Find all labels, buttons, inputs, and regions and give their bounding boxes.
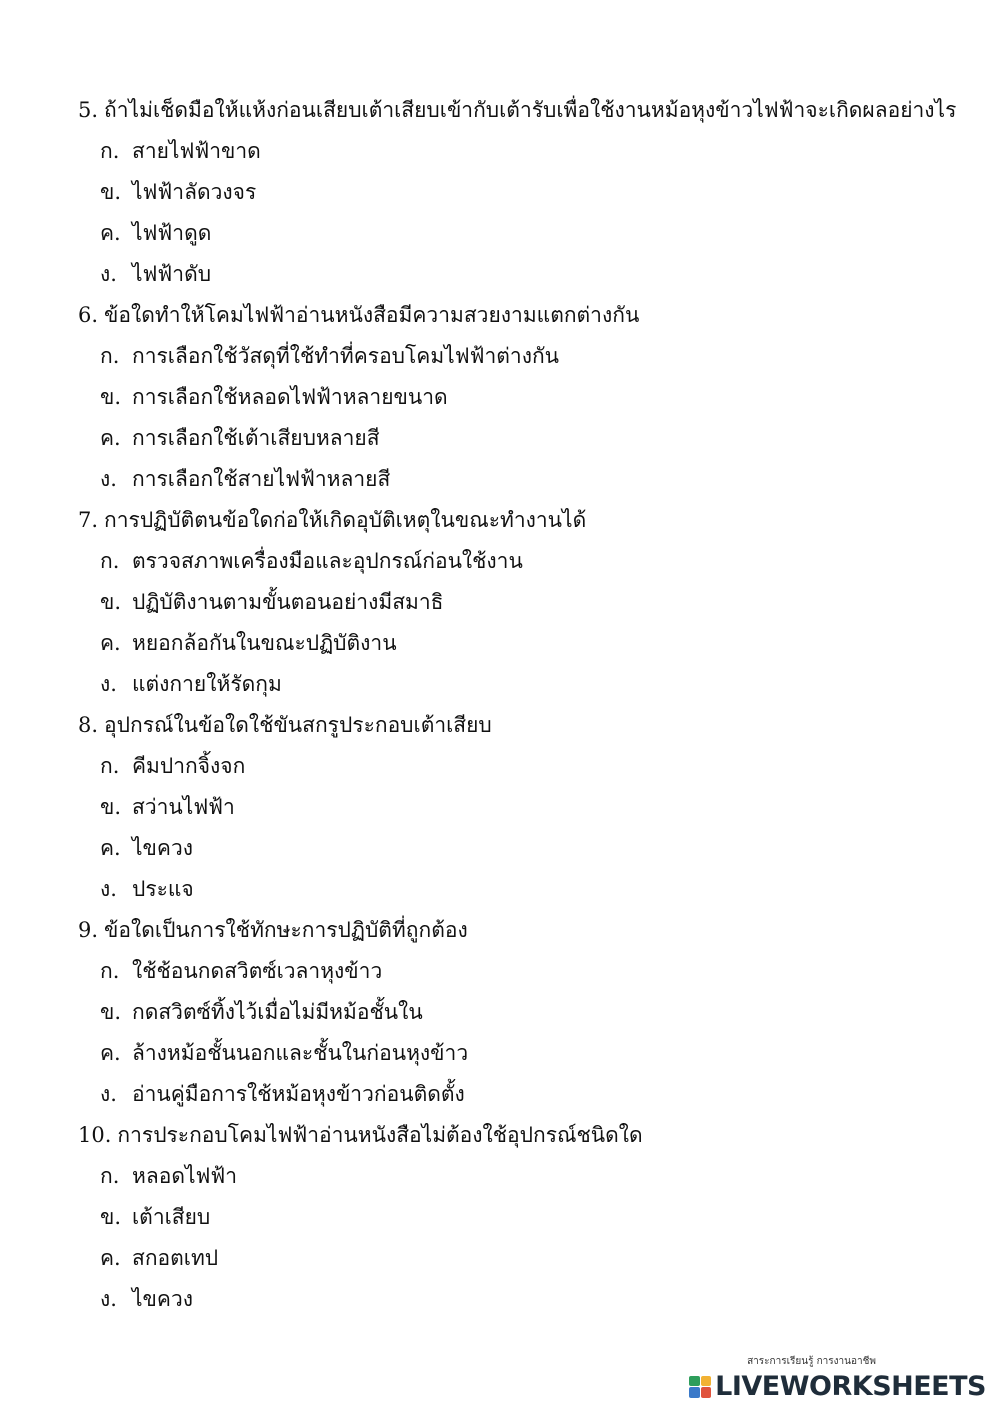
- option-text: อ่านคู่มือการใช้หม้อหุงข้าวก่อนติดตั้ง: [132, 1082, 465, 1106]
- option-text: หลอดไฟฟ้า: [132, 1164, 238, 1188]
- logo-square-1: [689, 1376, 700, 1387]
- option-text: กดสวิตซ์ทิ้งไว้เมื่อไม่มีหม้อชั้นใน: [132, 1000, 423, 1024]
- answer-option: [0, 541, 1000, 582]
- liveworksheets-brand: [689, 1371, 986, 1402]
- answer-option: [0, 1279, 1000, 1320]
- brand-name: LIVEWORKSHEETS: [715, 1371, 986, 1402]
- option-text: ไฟฟ้าดูด: [132, 221, 212, 245]
- worksheet: [0, 90, 1000, 1320]
- question-number: 8.: [78, 713, 99, 737]
- option-text: หยอกล้อกันในขณะปฏิบัติงาน: [132, 631, 397, 655]
- option-letter: ก.: [100, 754, 120, 778]
- option-text: การเลือกใช้วัสดุที่ใช้ทำที่ครอบโคมไฟฟ้าต่างกัน: [132, 344, 560, 368]
- answer-option: [0, 1074, 1000, 1115]
- option-text: สกอตเทป: [132, 1246, 219, 1270]
- option-text: แต่งกายให้รัดกุม: [132, 672, 282, 696]
- answer-option: [0, 254, 1000, 295]
- answer-option: [0, 336, 1000, 377]
- option-text: ใช้ช้อนกดสวิตซ์เวลาหุงข้าว: [132, 959, 383, 983]
- answer-option: [0, 377, 1000, 418]
- answer-option: [0, 664, 1000, 705]
- answer-option: [0, 1033, 1000, 1074]
- answer-option: [0, 459, 1000, 500]
- question-text: อุปกรณ์ในข้อใดใช้ขันสกรูประกอบเต้าเสียบ: [104, 713, 492, 737]
- option-letter: ค.: [100, 836, 121, 860]
- question-line: [0, 90, 1000, 131]
- footer: [689, 1354, 986, 1402]
- logo-square-2: [701, 1376, 712, 1387]
- question-7: [0, 500, 1000, 705]
- option-text: ประแจ: [132, 877, 194, 901]
- answer-option: [0, 787, 1000, 828]
- question-8: [0, 705, 1000, 910]
- answer-option: [0, 951, 1000, 992]
- option-letter: ก.: [100, 139, 120, 163]
- answer-option: [0, 828, 1000, 869]
- question-number: 9.: [78, 918, 99, 942]
- option-letter: ข.: [100, 590, 122, 614]
- option-letter: ง.: [100, 1287, 117, 1311]
- option-letter: ก.: [100, 1164, 120, 1188]
- option-letter: ข.: [100, 1000, 122, 1024]
- logo-square-3: [689, 1387, 700, 1398]
- option-letter: ค.: [100, 221, 121, 245]
- question-text: ถ้าไม่เช็ดมือให้แห้งก่อนเสียบเต้าเสียบเข้ากับเต้ารับเพื่อใช้งานหม้อหุงข้าวไฟฟ้าจะเกิดผลอย่างไร: [104, 98, 957, 122]
- question-line: [0, 500, 1000, 541]
- option-letter: ก.: [100, 344, 120, 368]
- question-line: [0, 1115, 1000, 1156]
- answer-option: [0, 418, 1000, 459]
- option-letter: ข.: [100, 385, 122, 409]
- option-letter: ข.: [100, 1205, 122, 1229]
- option-letter: ง.: [100, 467, 117, 491]
- question-number: 7.: [78, 508, 99, 532]
- question-text: ข้อใดทำให้โคมไฟฟ้าอ่านหนังสือมีความสวยงามแตกต่างกัน: [104, 303, 640, 327]
- answer-option: [0, 1238, 1000, 1279]
- answer-option: [0, 1197, 1000, 1238]
- logo-square-4: [701, 1387, 712, 1398]
- footer-subject: สาระการเรียนรู้ การงานอาชีพ: [747, 1356, 876, 1367]
- option-text: การเลือกใช้สายไฟฟ้าหลายสี: [132, 467, 391, 491]
- question-5: [0, 90, 1000, 295]
- option-text: ปฏิบัติงานตามขั้นตอนอย่างมีสมาธิ: [132, 590, 444, 614]
- answer-option: [0, 869, 1000, 910]
- option-text: การเลือกใช้เต้าเสียบหลายสี: [132, 426, 380, 450]
- question-10: [0, 1115, 1000, 1320]
- option-text: ตรวจสภาพเครื่องมือและอุปกรณ์ก่อนใช้งาน: [132, 549, 523, 573]
- option-text: เต้าเสียบ: [132, 1205, 211, 1229]
- answer-option: [0, 623, 1000, 664]
- question-line: [0, 295, 1000, 336]
- option-letter: ง.: [100, 262, 117, 286]
- answer-option: [0, 1156, 1000, 1197]
- option-text: ไขควง: [132, 836, 194, 860]
- option-text: สายไฟฟ้าขาด: [132, 139, 261, 163]
- question-9: [0, 910, 1000, 1115]
- question-6: [0, 295, 1000, 500]
- question-line: [0, 910, 1000, 951]
- question-number: 6.: [78, 303, 99, 327]
- option-letter: ง.: [100, 672, 117, 696]
- answer-option: [0, 992, 1000, 1033]
- question-number: 10.: [78, 1123, 112, 1147]
- option-letter: ง.: [100, 1082, 117, 1106]
- option-letter: ข.: [100, 795, 122, 819]
- question-number: 5.: [78, 98, 99, 122]
- option-text: สว่านไฟฟ้า: [132, 795, 235, 819]
- option-letter: ค.: [100, 426, 121, 450]
- option-text: ไฟฟ้าดับ: [132, 262, 212, 286]
- option-letter: ค.: [100, 631, 121, 655]
- answer-option: [0, 172, 1000, 213]
- option-text: การเลือกใช้หลอดไฟฟ้าหลายขนาด: [132, 385, 448, 409]
- answer-option: [0, 582, 1000, 623]
- option-letter: ค.: [100, 1246, 121, 1270]
- answer-option: [0, 213, 1000, 254]
- option-text: คีมปากจิ้งจก: [132, 754, 246, 778]
- option-text: ไขควง: [132, 1287, 194, 1311]
- option-letter: ง.: [100, 877, 117, 901]
- answer-option: [0, 131, 1000, 172]
- question-line: [0, 705, 1000, 746]
- option-letter: ก.: [100, 959, 120, 983]
- option-letter: ก.: [100, 549, 120, 573]
- question-text: การปฏิบัติตนข้อใดก่อให้เกิดอุบัติเหตุในขณะทำงานได้: [104, 508, 587, 532]
- question-text: การประกอบโคมไฟฟ้าอ่านหนังสือไม่ต้องใช้อุปกรณ์ชนิดใด: [117, 1123, 643, 1147]
- answer-option: [0, 746, 1000, 787]
- option-letter: ค.: [100, 1041, 121, 1065]
- liveworksheets-logo-icon: [689, 1376, 711, 1398]
- question-text: ข้อใดเป็นการใช้ทักษะการปฏิบัติที่ถูกต้อง: [104, 918, 468, 942]
- option-letter: ข.: [100, 180, 122, 204]
- option-text: ไฟฟ้าลัดวงจร: [132, 180, 257, 204]
- option-text: ล้างหม้อชั้นนอกและชั้นในก่อนหุงข้าว: [132, 1041, 469, 1065]
